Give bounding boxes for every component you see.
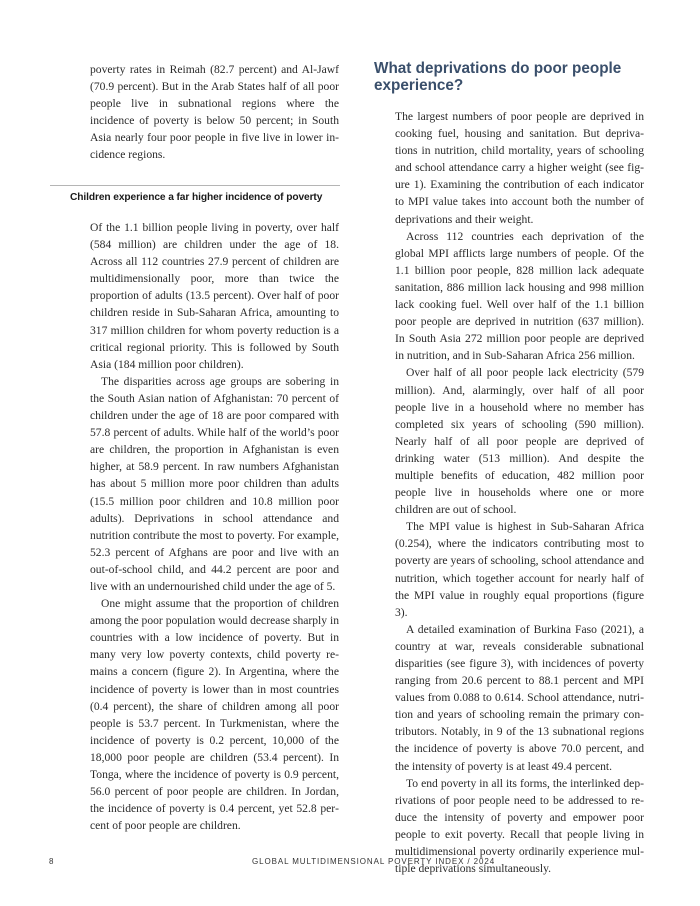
running-footer-title: GLOBAL MULTIDIMENSIONAL POVERTY INDEX / 2024 <box>252 857 496 866</box>
left-column-body <box>90 219 339 834</box>
body-paragraph: Over half of all poor people lack electricity (579 million). And, alarmingly, over half of all poor people live in a household where no member has completed six years of schooling (590 million). Nearly half of all poor people are deprived of drinking water (513 million). And despite the multiple benefits of education, 482 million poor people live in households where one or more children are out of school. <box>395 366 644 517</box>
right-column-body <box>395 108 644 877</box>
body-paragraph: To end poverty in all its forms, the interlinked deprivations of poor people need to be addressed to reduce the intensity of poverty and empower poor people to exit poverty. Recall that people living in multidimensional poverty ordinarily experience multiple deprivations simultaneously. <box>395 776 644 876</box>
body-paragraph: Across 112 countries each deprivation of the global MPI afflicts large numbers of people. Of the 1.1 billion poor people, 828 million lack adequate sanitation, 886 million lack housing and 998 million lack cooking fuel. Well over half of the 1.1 billion poor people are deprived in nutrition (637 million). In South Asia 272 million poor people are deprived in nutrition, and in Sub-Saharan Africa 256 million. <box>395 229 644 363</box>
section-heading: What deprivations do poor people experience? <box>374 60 622 94</box>
section-subheading: Children experience a far higher incidence of poverty <box>70 192 323 203</box>
body-paragraph: A detailed examination of Burkina Faso (2021), a country at war, reveals considerable subnational disparities (see figure 3), with incidences of poverty ranging from 20.6 percent to 88.1 percent and MPI values from 0.088 to 0.614. School attendance, nutrition and years of schooling remain the primary contributors. Notably, in 9 of the 13 subnational regions the incidence of poverty is above 70.0 percent, and the intensity of poverty is at least 49.4 percent. <box>395 622 644 773</box>
body-paragraph: Of the 1.1 billion people living in poverty, over half (584 million) are children under the age of 18. Across all 112 countries 27.9 percent of children are multidimensionally poor, more than twice the proportion of adults (13.5 percent). Over half of poor children reside in Sub-Saharan Africa, amounting to 317 million children for whom poverty reduction is a critical regional priority. This is followed by South Asia (184 million poor children). <box>90 221 339 371</box>
left-column-continuation <box>90 61 339 164</box>
body-paragraph: The disparities across age groups are sobering in the South Asian nation of Afghanistan: 70 percent of children under the age of 18 are poor compared with 57.8 percent of adults. While half of the world’s poor are children, the proportion in Afghanistan is even higher, at 58.9 percent. In raw numbers Afghanistan has about 5 million more poor children than adults (15.5 million poor children and 10.8 million poor adults). Deprivations in school attendance and nutrition contribute the most to poverty. For example, 52.3 percent of Afghans are poor and live with an out-of-school child, and 44.2 percent are poor and live with an undernourished child under the age of 5. <box>90 374 339 593</box>
body-paragraph: One might assume that the proportion of children among the poor population would decrease sharply in countries with a low incidence of poverty. But in many very low poverty contexts, child poverty remains a concern (figure 2). In Argentina, where the incidence of poverty is lower than in most countries (0.4 percent), the share of children among all poor people is 53.7 percent. In Turkmenistan, where the incidence of poverty is 0.2 percent, 10,000 of the 18,000 poor people are children (53.4 percent). In Tonga, where the incidence of poverty is 0.9 percent, 56.0 percent of poor people are children. In Jordan, the incidence of poverty is 0.4 percent, yet 52.8 percent of poor people are children. <box>90 597 339 833</box>
page-number: 8 <box>49 857 54 866</box>
body-paragraph: The MPI value is highest in Sub-Saharan Africa (0.254), where the indicators contributing most to poverty are years of schooling, school attendance and nutrition, which together account for nearly half of the MPI value in roughly equal proportions (figure 3). <box>395 520 644 619</box>
continuation-paragraph: poverty rates in Reimah (82.7 percent) and Al-Jawf (70.9 percent). But in the Arab States half of all poor people live in subnational regions where the incidence of poverty is below 50 percent; in South Asia nearly four poor people in five live in lower incidence regions. <box>90 63 339 162</box>
body-paragraph: The largest numbers of poor people are deprived in cooking fuel, housing and sanitation. But deprivations in nutrition, child mortality, years of schooling and school attendance carry a higher weight (see figure 1). Examining the contribution of each indicator to MPI value takes into account both the number of deprivations and their weight. <box>395 110 644 226</box>
section-divider <box>50 185 340 186</box>
